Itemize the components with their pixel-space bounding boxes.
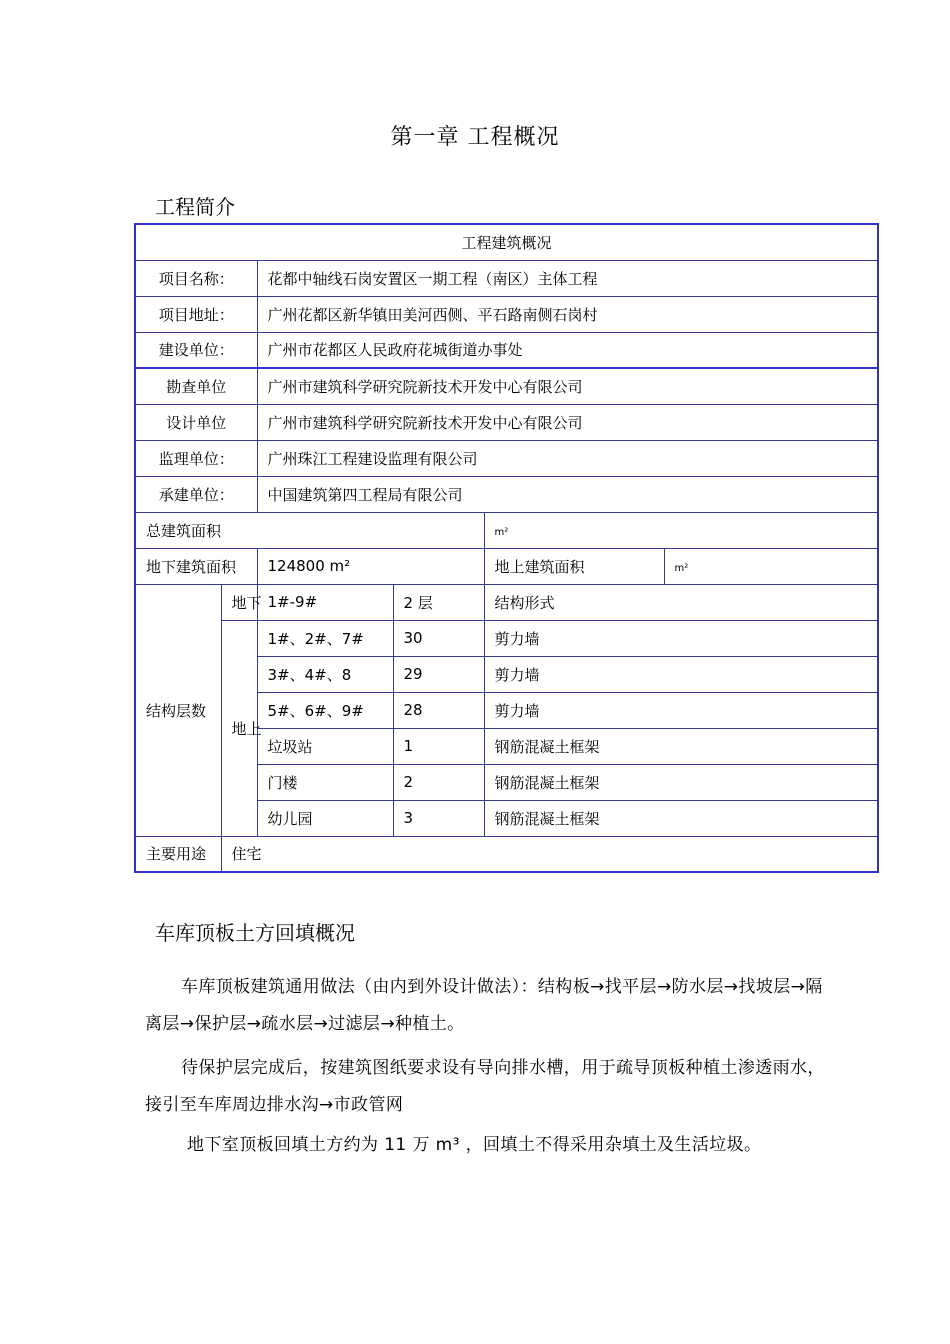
- above-label: 地上: [221, 620, 257, 836]
- row-label: 监理单位：: [135, 440, 257, 476]
- total-area-label: 总建筑面积: [135, 512, 484, 548]
- paragraph-drainage: 待保护层完成后，按建筑图纸要求设有导向排水槽，用于疏导顶板种植土渗透雨水，接引至车库周边排水沟→市政管网: [145, 1058, 825, 1115]
- total-area-value: [484, 512, 878, 548]
- table-row: [135, 620, 878, 656]
- chapter-title: 第一章 工程概况: [390, 125, 560, 150]
- table-caption: 工程建筑概况: [135, 224, 878, 260]
- building-cell: 垃圾站: [257, 728, 393, 764]
- building-cell: 1#、2#、7#: [257, 620, 393, 656]
- floors-cell: 30: [393, 620, 484, 656]
- row-label: 项目地址：: [135, 296, 257, 332]
- form-cell: 剪力墙: [484, 656, 878, 692]
- form-cell: 钢筋混凝土框架: [484, 728, 878, 764]
- table-row: [135, 260, 878, 296]
- row-label: 建设单位：: [135, 332, 257, 368]
- row-label: 设计单位: [135, 404, 257, 440]
- form-cell: 钢筋混凝土框架: [484, 800, 878, 836]
- row-value: 广州市建筑科学研究院新技术开发中心有限公司: [257, 368, 878, 404]
- above-area-label: 地上建筑面积: [484, 548, 664, 584]
- area-unit: m²: [494, 527, 509, 538]
- floors-cell: 29: [393, 656, 484, 692]
- form-cell: 钢筋混凝土框架: [484, 764, 878, 800]
- row-value: 广州市花都区人民政府花城街道办事处: [257, 332, 878, 368]
- underground-area-value: 124800 m²: [257, 548, 484, 584]
- row-label: 勘查单位: [135, 368, 257, 404]
- row-label: 项目名称：: [135, 260, 257, 296]
- project-overview-table: [134, 223, 879, 873]
- floors-cell: 28: [393, 692, 484, 728]
- floors-cell: 3: [393, 800, 484, 836]
- building-cell: 门楼: [257, 764, 393, 800]
- area-unit: m²: [674, 563, 689, 574]
- table-row: [135, 836, 878, 872]
- building-cell: 幼儿园: [257, 800, 393, 836]
- floors-cell: 2: [393, 764, 484, 800]
- underground-area-label: 地下建筑面积: [135, 548, 257, 584]
- underground-buildings: 1#-9#: [257, 584, 393, 620]
- building-cell: 5#、6#、9#: [257, 692, 393, 728]
- table-row: [135, 584, 878, 620]
- form-cell: 剪力墙: [484, 692, 878, 728]
- row-label: 承建单位：: [135, 476, 257, 512]
- section-heading-intro: 工程简介: [155, 195, 235, 219]
- form-cell: 剪力墙: [484, 620, 878, 656]
- table-row: [135, 440, 878, 476]
- row-value: 广州珠江工程建设监理有限公司: [257, 440, 878, 476]
- above-area-value: [664, 548, 878, 584]
- paragraph-roof-method: 车库顶板建筑通用做法（由内到外设计做法）：结构板→找平层→防水层→找坡层→隔离层→保护层→疏水层→过滤层→种植土。: [145, 977, 823, 1034]
- row-value: 花都中轴线石岗安置区一期工程（南区）主体工程: [257, 260, 878, 296]
- table-row: [135, 296, 878, 332]
- usage-value: 住宅: [221, 836, 878, 872]
- underground-floors: 2 层: [393, 584, 484, 620]
- table-row: [135, 404, 878, 440]
- structure-label: 结构层数: [135, 584, 221, 836]
- table-row: [135, 548, 878, 584]
- table-row: [135, 512, 878, 548]
- building-cell: 3#、4#、8: [257, 656, 393, 692]
- structure-form-label: 结构形式: [484, 584, 878, 620]
- section-heading-backfill: 车库顶板土方回填概况: [155, 921, 355, 945]
- row-value: 中国建筑第四工程局有限公司: [257, 476, 878, 512]
- paragraph-backfill-volume: 地下室顶板回填土方约为 11 万 m³ ，回填土不得采用杂填土及生活垃圾。: [187, 1135, 762, 1155]
- table-row: [135, 476, 878, 512]
- underground-label: 地下: [221, 584, 257, 620]
- table-row: [135, 332, 878, 368]
- usage-label: 主要用途: [135, 836, 221, 872]
- row-value: 广州市建筑科学研究院新技术开发中心有限公司: [257, 404, 878, 440]
- row-value: 广州花都区新华镇田美河西侧、平石路南侧石岗村: [257, 296, 878, 332]
- floors-cell: 1: [393, 728, 484, 764]
- table-row: [135, 368, 878, 404]
